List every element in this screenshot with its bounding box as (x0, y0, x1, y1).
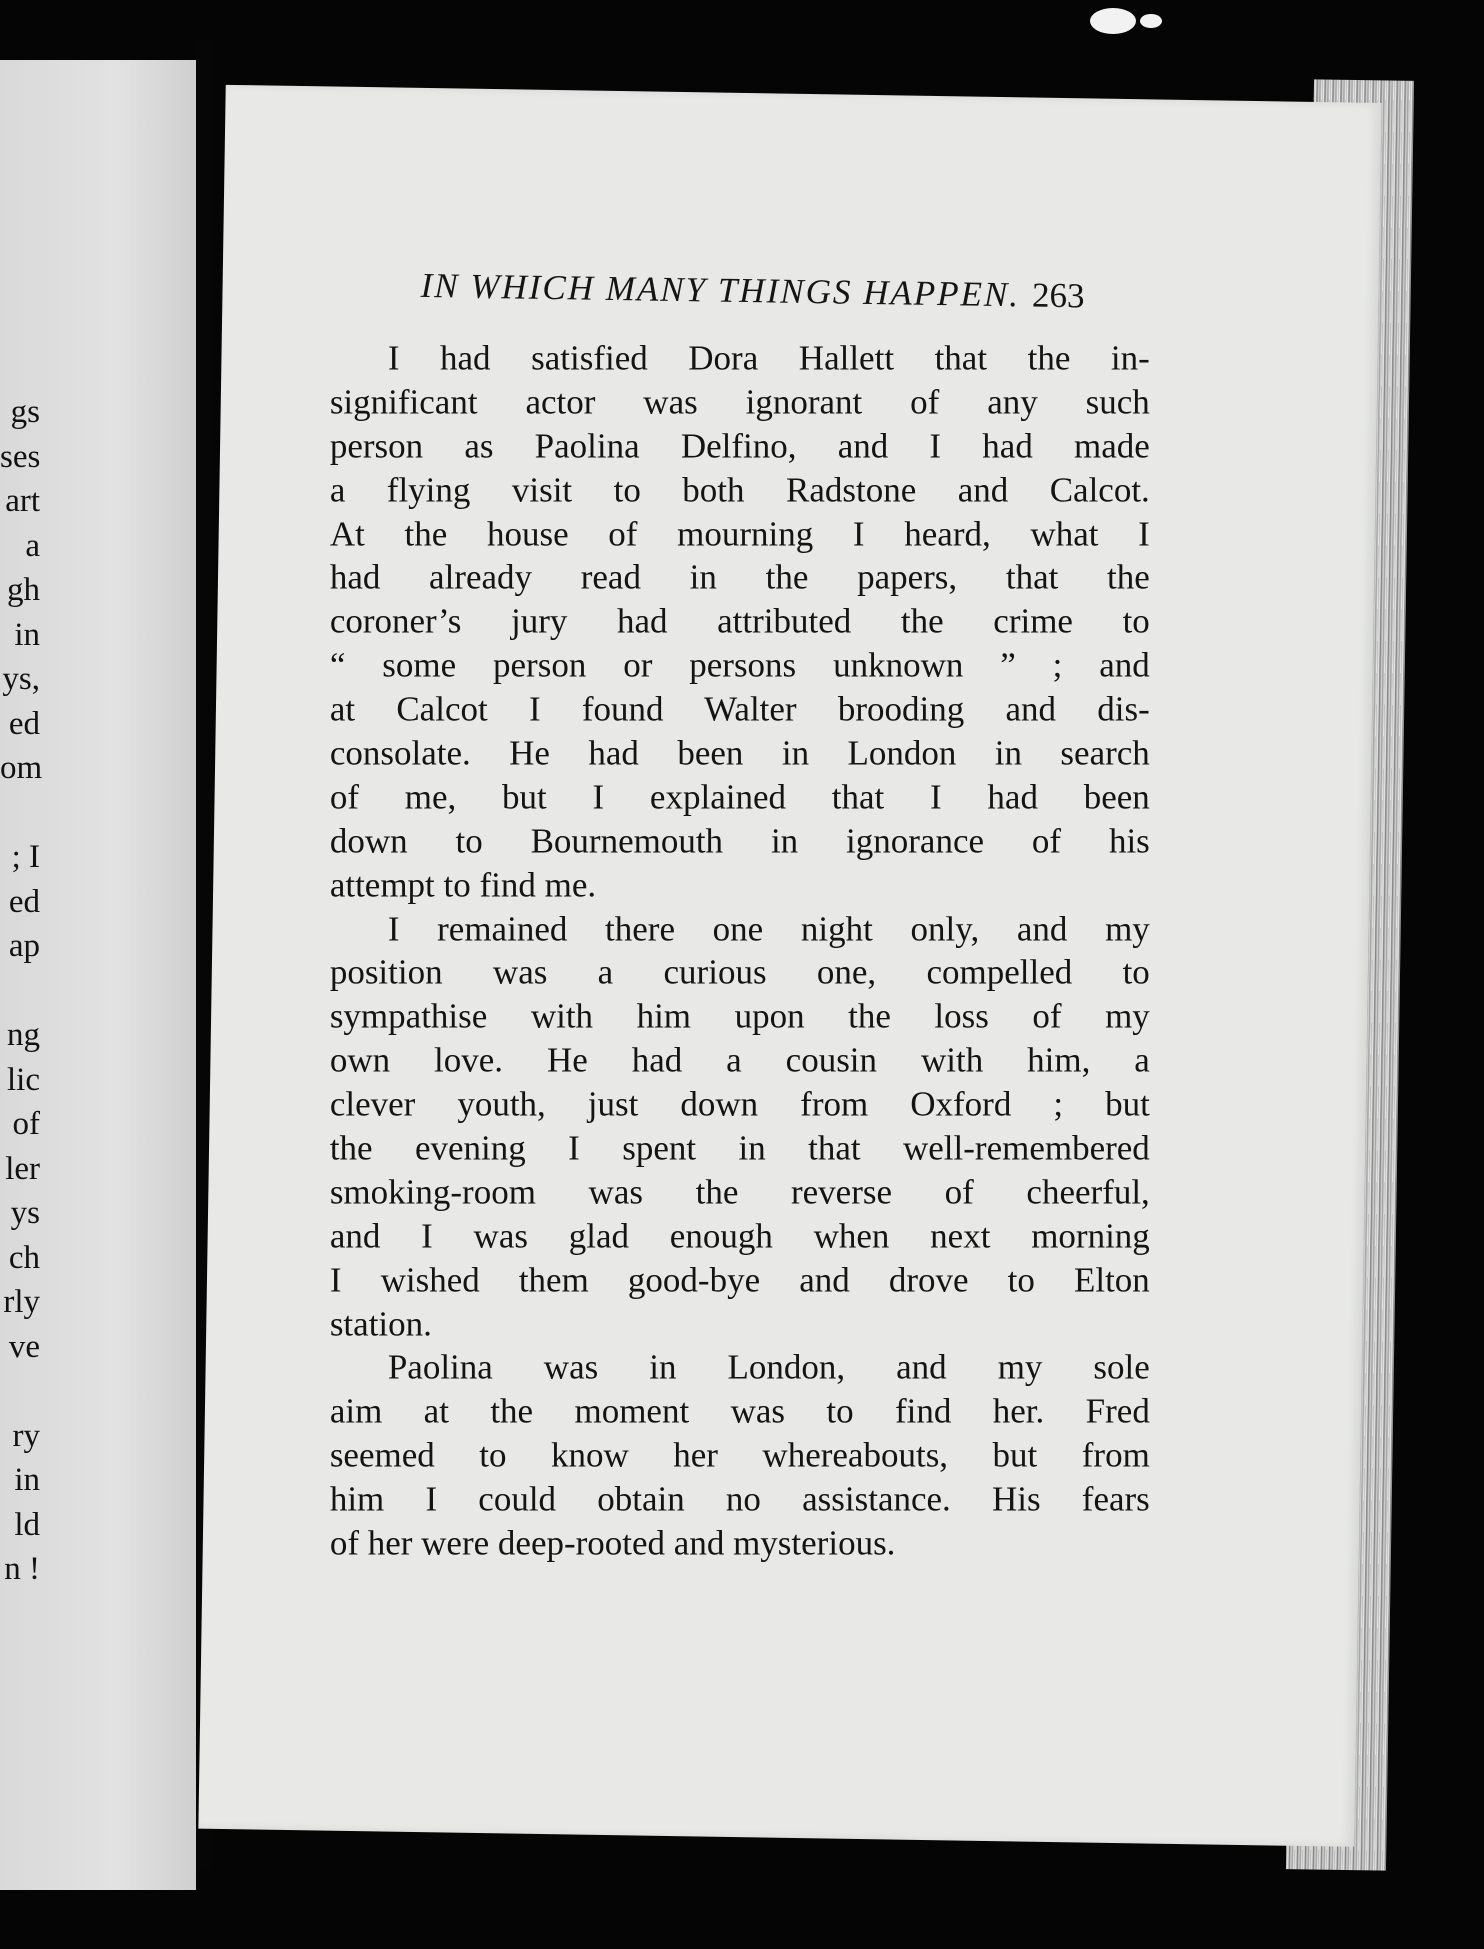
text-line: Paolina was in London, and my sole (387, 1347, 1150, 1387)
text-line: I remained there one night only, and my (387, 909, 1150, 949)
text-line: station. (329, 1304, 432, 1344)
previous-page-fragment: ; I (11, 839, 40, 875)
previous-page-fragment: a (25, 527, 40, 564)
previous-page-fragment (0, 791, 40, 836)
previous-page-fragment: ch (8, 1239, 40, 1276)
text-line: aim at the moment was to find her. Fred (329, 1391, 1150, 1431)
previous-page-fragment: ys, (2, 661, 40, 697)
previous-page-fragment: ses (0, 438, 41, 475)
text-line: position was a curious one, compelled to (329, 952, 1150, 992)
previous-page-fragment: n ! (4, 1551, 40, 1587)
previous-page-fragment: gs (10, 394, 40, 430)
text-line: seemed to know her whereabouts, but from (329, 1435, 1150, 1475)
previous-page-fragment: ve (8, 1328, 40, 1365)
text-line: and I was glad enough when next morning (329, 1216, 1150, 1256)
previous-page-fragment: ed (8, 883, 40, 920)
previous-page-fragment: ed (8, 705, 40, 742)
previous-page-fragment: in (14, 1462, 40, 1498)
text-line: significant actor was ignorant of any such (329, 382, 1150, 422)
text-line: I had satisfied Dora Hallett that the in- (387, 338, 1150, 378)
chapter-title: IN WHICH MANY THINGS HAPPEN. (420, 265, 1021, 315)
text-line: own love. He had a cousin with him, a (329, 1040, 1150, 1080)
text-line: a flying visit to both Radstone and Calcot. (329, 470, 1150, 510)
previous-page-fragment (0, 1369, 40, 1414)
text-line: the evening I spent in that well-remembered (329, 1128, 1150, 1168)
previous-page-edge (0, 60, 196, 1890)
scan-speck (1140, 14, 1162, 28)
text-line: of me, but I explained that I had been (329, 777, 1150, 817)
body-text (330, 337, 1150, 1566)
text-line: “ some person or persons unknown ” ; and (329, 645, 1150, 685)
previous-page-fragment: gh (7, 572, 40, 608)
previous-page-fragment: ld (14, 1506, 40, 1543)
previous-page-fragment: art (5, 483, 40, 519)
text-line: I wished them good-bye and drove to Elton (329, 1260, 1150, 1300)
previous-page-fragment: ng (7, 1017, 40, 1053)
previous-page-fragment: ry (12, 1417, 40, 1454)
text-line: At the house of mourning I heard, what I (329, 514, 1150, 554)
page-number: 263 (1031, 275, 1085, 316)
previous-page-fragment: ap (8, 928, 40, 964)
previous-page-fragment: ys (10, 1195, 40, 1231)
text-line: of her were deep-rooted and mysterious. (329, 1523, 896, 1563)
text-line: him I could obtain no assistance. His fears (329, 1479, 1150, 1519)
text-line: consolate. He had been in London in search (329, 733, 1150, 773)
text-line: attempt to find me. (329, 865, 597, 905)
previous-page-text-fragments (0, 390, 43, 1592)
text-line: person as Paolina Delfino, and I had made (329, 426, 1150, 466)
previous-page-fragment: rly (3, 1284, 40, 1320)
previous-page-fragment: ler (5, 1150, 40, 1187)
previous-page-fragment: in (14, 616, 40, 653)
text-line: at Calcot I found Walter brooding and dis- (329, 689, 1150, 729)
previous-page-fragment: of (12, 1106, 40, 1142)
previous-page-fragment: om (0, 750, 43, 786)
text-line: sympathise with him upon the loss of my (329, 996, 1150, 1036)
scan-speck (1090, 8, 1136, 34)
text-line: had already read in the papers, that the (329, 557, 1150, 597)
book-page (198, 85, 1381, 1847)
text-line: clever youth, just down from Oxford ; but (329, 1084, 1150, 1124)
previous-page-fragment: lic (7, 1061, 40, 1098)
text-line: coroner’s jury had attributed the crime to (329, 601, 1150, 641)
text-line: down to Bournemouth in ignorance of his (329, 821, 1150, 861)
running-head (420, 266, 1361, 321)
previous-page-fragment (0, 969, 40, 1014)
text-line: smoking-room was the reverse of cheerful, (329, 1172, 1150, 1212)
